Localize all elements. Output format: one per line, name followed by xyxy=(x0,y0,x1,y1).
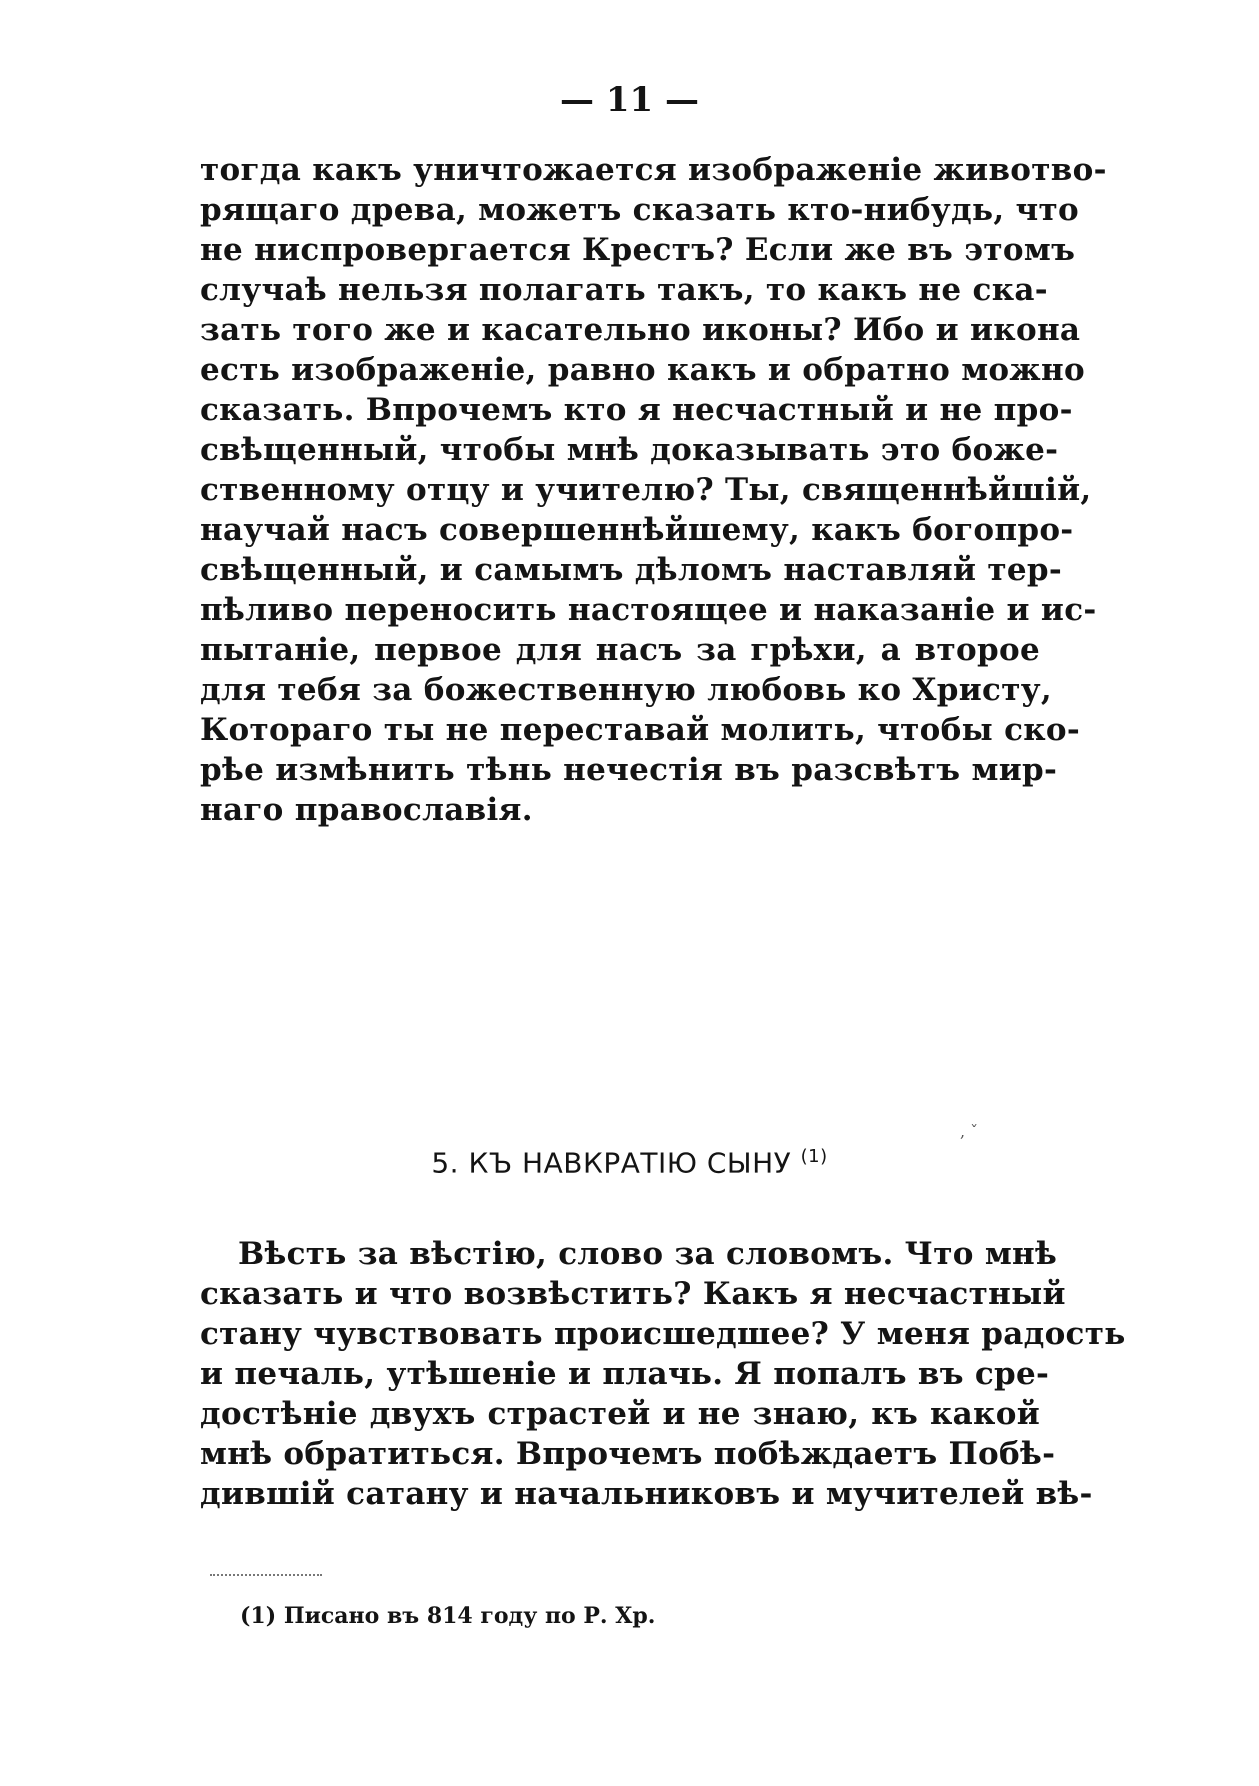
text-line: Котораго ты не переставай молить, чтобы ско- xyxy=(200,712,1081,748)
text-line: и печаль, утѣшеніе и плачь. Я попалъ въ сре- xyxy=(200,1356,1050,1392)
text-line: Вѣсть за вѣстію, слово за словомъ. Что мнѣ xyxy=(238,1236,1058,1272)
text-line: мнѣ обратиться. Впрочемъ побѣждаетъ Побѣ- xyxy=(200,1436,1056,1472)
text-line: свѣщенный, и самымъ дѣломъ наставляй тер- xyxy=(200,552,1063,588)
text-line: сказать. Впрочемъ кто я несчастный и не про- xyxy=(200,392,1073,428)
print-speck: , ˇ xyxy=(960,1122,979,1141)
footnote-marker: (1) xyxy=(240,1603,277,1629)
footnote-divider xyxy=(210,1574,322,1576)
text-line: ственному отцу и учителю? Ты, священнѣйшій, xyxy=(200,472,1092,508)
text-line: случаѣ нельзя полагать такъ, то какъ не ска- xyxy=(200,272,1048,308)
text-line: сказать и что возвѣстить? Какъ я несчастный xyxy=(200,1276,1066,1312)
text-line: пѣливо переносить настоящее и наказаніе и ис- xyxy=(200,592,1097,628)
text-line: тогда какъ уничтожается изображеніе животво- xyxy=(200,152,1107,188)
heading-footnote-ref: (1) xyxy=(800,1146,828,1167)
text-line: свѣщенный, чтобы мнѣ доказывать это боже- xyxy=(200,432,1059,468)
text-line: для тебя за божественную любовь ко Христу, xyxy=(200,672,1052,708)
heading-text: 5. КЪ НАВКРАТІЮ СЫНУ xyxy=(431,1146,792,1180)
text-line: есть изображеніе, равно какъ и обратно можно xyxy=(200,352,1085,388)
text-line: научай насъ совершеннѣйшему, какъ богопро- xyxy=(200,512,1074,548)
text-line: не ниспровергается Крестъ? Если же въ этомъ xyxy=(200,232,1076,268)
footnote xyxy=(240,1600,655,1632)
page-number: — 11 — xyxy=(560,80,699,120)
section-heading xyxy=(0,1137,1259,1183)
text-line: рѣе измѣнить тѣнь нечестія въ разсвѣтъ мир- xyxy=(200,752,1058,788)
text-line: зать того же и касательно иконы? Ибо и икона xyxy=(200,312,1081,348)
text-line: рящаго древа, можетъ сказать кто-нибудь, что xyxy=(200,192,1080,228)
text-line: дившій сатану и начальниковъ и мучителей вѣ- xyxy=(200,1476,1093,1512)
text-line: достѣніе двухъ страстей и не знаю, къ какой xyxy=(200,1396,1040,1432)
text-line: стану чувствовать происшедшее? У меня радость xyxy=(200,1316,1126,1352)
text-line: наго православія. xyxy=(200,792,533,828)
footnote-text: Писано въ 814 году по Р. Хр. xyxy=(283,1603,656,1629)
text-line: пытаніе, первое для насъ за грѣхи, а второе xyxy=(200,632,1040,668)
